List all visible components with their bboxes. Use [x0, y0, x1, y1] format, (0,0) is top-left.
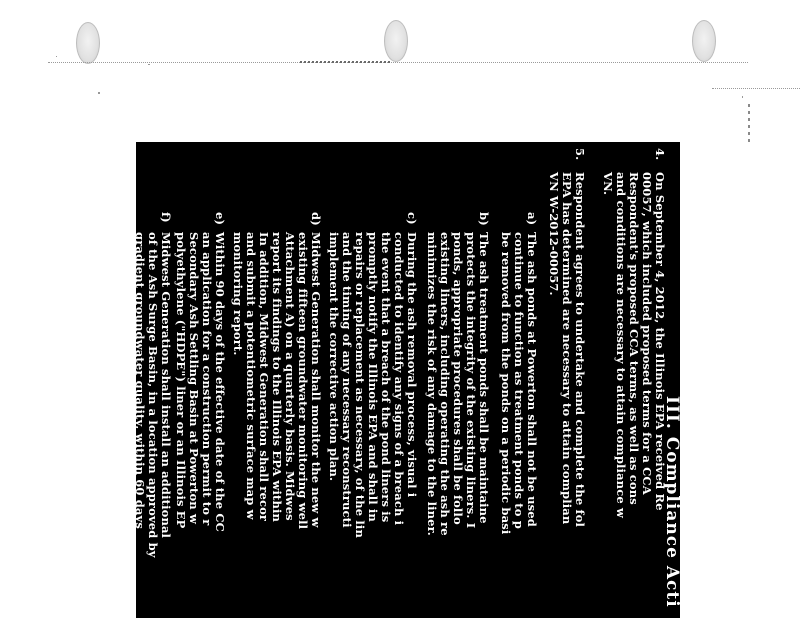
- text-line: polyethylene ("HDPE") liner or an Illinois EP: [174, 232, 188, 529]
- text-line: The ash ponds at Powerton shall not be used: [525, 232, 539, 527]
- scan-artifact-rule: [48, 62, 748, 63]
- item-b: [425, 232, 490, 536]
- text-line: In addition, Midwest Generation shall recor: [257, 232, 271, 522]
- text-line: continue to function as treatment ponds to p: [512, 232, 526, 529]
- text-line: ponds, appropriate procedures shall be follo: [451, 232, 465, 525]
- text-line: existing fifteen groundwater monitoring well: [296, 232, 310, 530]
- text-line: implement the corrective action plan.: [327, 232, 341, 482]
- text-line: conducted to identify any signs of a breach i: [392, 232, 406, 526]
- text-line: an application for a construction permit to r: [200, 232, 214, 526]
- item-e: [174, 232, 226, 532]
- text-line: EPA has determined are necessary to attain complian: [560, 172, 574, 525]
- paragraph-number: 5.: [573, 148, 587, 161]
- text-line: and submit a potentiometric surface map w: [244, 232, 258, 520]
- item-a: [499, 232, 538, 534]
- item-c: [327, 232, 418, 538]
- text-line: monitoring report.: [231, 232, 245, 356]
- punch-hole: [76, 22, 100, 64]
- paragraph-number: 4.: [653, 148, 667, 161]
- text-line: Respondent agrees to undertake and complete the fol: [573, 172, 587, 527]
- text-line: of the Ash Surge Basin, in a location approved by: [146, 232, 160, 558]
- item-label: c): [405, 212, 419, 225]
- text-line: Respondent's proposed CCA terms, as well as cons: [627, 172, 641, 505]
- scan-artifact-speck: [56, 56, 57, 57]
- text-line: be removed from the ponds on a periodic basi: [499, 232, 513, 535]
- text-line: report its findings to the Illinois EPA within: [270, 232, 284, 523]
- paragraph-4: [601, 172, 666, 518]
- text-line: 00057, which included proposed terms for a CCA: [640, 172, 654, 495]
- item-label: e): [213, 212, 227, 226]
- text-line: The ash treatment ponds shall be maintaine: [477, 232, 491, 524]
- item-label: d): [309, 212, 323, 226]
- paragraph-5: [547, 172, 586, 527]
- scan-artifact-speck: [742, 96, 743, 98]
- text-line: protects the integrity of the existing liners. I: [464, 232, 478, 529]
- scan-artifact-speck: [98, 92, 100, 94]
- section-heading: III. Compliance Acti: [662, 396, 682, 608]
- punch-hole: [692, 20, 716, 62]
- text-line: Midwest Generation shall monitor the new w: [309, 232, 323, 528]
- item-label: f): [159, 212, 173, 223]
- item-f: [133, 232, 172, 558]
- scan-artifact-rule: [712, 88, 800, 89]
- text-line: promptly notify the Illinois EPA and shall in: [366, 232, 380, 522]
- text-line: gradient groundwater quality, within 60 days: [133, 232, 147, 529]
- text-line: the event that a breach of the pond liners is: [379, 232, 393, 523]
- text-line: and the timing of any necessary reconstructi: [340, 232, 354, 528]
- text-line: Within 90 days of the effective date of the CC: [213, 232, 227, 532]
- punch-hole: [384, 20, 408, 62]
- text-line: Attachment A) on a quarterly basis. Midwes: [283, 232, 297, 521]
- text-line: and conditions are necessary to attain compliance w: [614, 172, 628, 519]
- text-line: Midwest Generation shall install an additional: [159, 232, 173, 539]
- text-line: VN W-2012-00057.: [547, 172, 561, 296]
- item-label: a): [525, 212, 539, 226]
- item-label: b): [477, 212, 491, 226]
- text-line: VN.: [601, 172, 615, 196]
- scanned-text-region: [133, 142, 682, 618]
- scan-artifact-speck: [148, 64, 150, 65]
- scan-artifact-rule: [300, 61, 390, 63]
- text-line: Secondary Ash Settling Basin at Powerton w: [187, 232, 201, 525]
- text-line: repairs or replacement as necessary, of the lin: [353, 232, 367, 538]
- text-line: On September 4, 2012, the Illinois EPA received Re: [653, 172, 667, 511]
- text-line: During the ash removal process, visual i: [405, 232, 419, 498]
- text-line: existing liners, including operating the ash re: [438, 232, 452, 536]
- scan-artifact-margin-marks: [748, 104, 750, 144]
- text-line: minimizes the risk of any damage to the liner.: [425, 232, 439, 536]
- rotated-text-frame: [133, 142, 682, 618]
- item-d: [231, 232, 322, 529]
